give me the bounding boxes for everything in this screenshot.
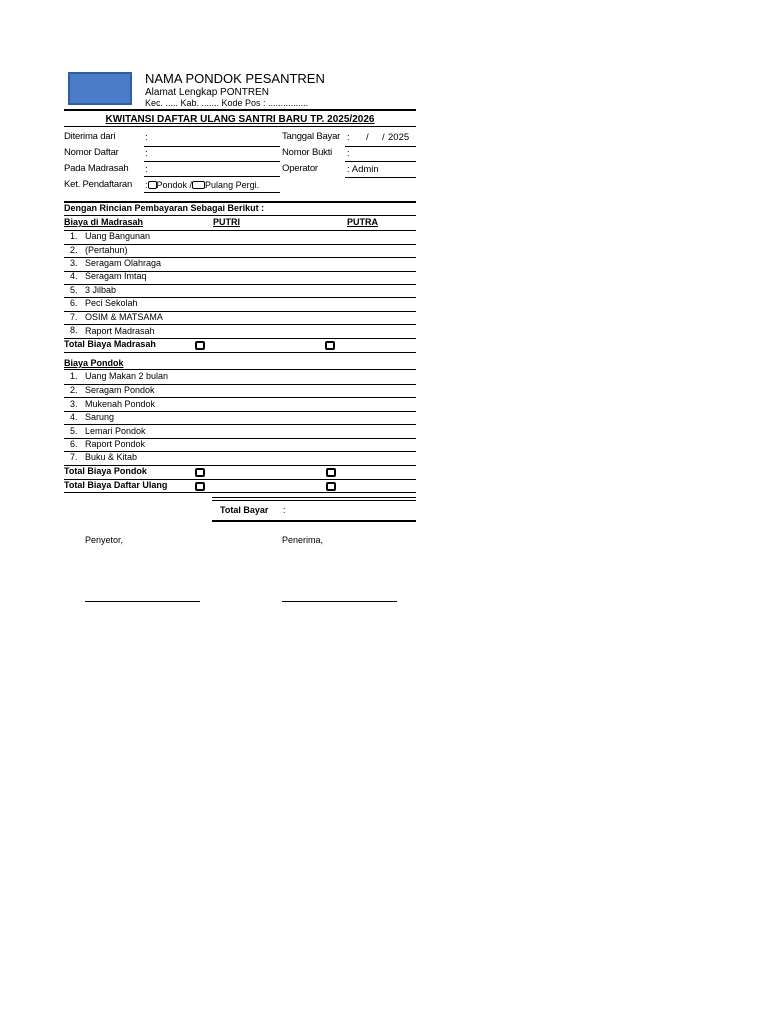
row-number: 5. [70,426,78,436]
penyetor-signature-line[interactable] [85,601,200,602]
receipt-title: KWITANSI DAFTAR ULANG SANTRI BARU TP. 2025/2026 [105,114,375,125]
row-number: 6. [70,298,78,308]
row-item-name: Raport Madrasah [85,326,155,336]
total-pondok-label: Total Biaya Pondok [64,466,147,476]
label-tanggal-bayar: Tanggal Bayar [282,131,341,142]
checkbox-pondok[interactable] [148,181,157,189]
row-item-name: Seragam Imtaq [85,271,147,281]
total-madrasah-label: Total Biaya Madrasah [64,339,156,349]
option-pondok: Pondok / [156,180,193,190]
total-madrasah-putra-box-icon [325,341,335,350]
line-diterima-dari [144,146,280,147]
header-divider [64,109,416,111]
tanggal-year[interactable]: 2025 [388,132,410,143]
total-bayar-colon: : [283,505,286,515]
row-number: 3. [70,399,78,409]
table-row-line [64,411,416,412]
row-item-name: Seragam Pondok [85,385,155,395]
rincian-underline [64,215,416,216]
row-item-name: Buku & Kitab [85,452,138,462]
row-item-name: Sarung [85,412,115,422]
logo-placeholder [68,72,132,105]
org-address: Alamat Lengkap PONTREN [145,87,269,98]
line-ket-pendaftaran [144,192,280,193]
line-nomor-bukti [345,161,416,162]
line-pada-madrasah [144,176,280,177]
col-putra-header: PUTRA [347,217,378,227]
row-number: 6. [70,439,78,449]
value-diterima-dari[interactable]: : [145,132,148,143]
row-item-name: OSIM & MATSAMA [85,312,163,322]
row-item-name: Uang Makan 2 bulan [85,371,169,381]
penyetor-label: Penyetor, [85,535,124,545]
value-pada-madrasah[interactable]: : [145,164,148,175]
value-nomor-daftar[interactable]: : [145,148,148,159]
ket-colon: : [145,180,148,190]
title-divider [64,126,416,127]
row-item-name: 3 Jilbab [85,285,117,295]
row-number: 7. [70,312,78,322]
label-nomor-bukti: Nomor Bukti [282,147,333,158]
row-item-name: Peci Sekolah [85,298,138,308]
pondok-heading: Biaya Pondok [64,358,124,368]
total-bayar-label: Total Bayar [220,505,269,515]
label-diterima-dari: Diterima dari [64,131,116,142]
total-madrasah-putri-box-icon [195,341,205,350]
total-daftar-ulang-label: Total Biaya Daftar Ulang [64,480,168,490]
penerima-label: Penerima, [282,535,324,545]
madrasah-heading: Biaya di Madrasah [64,217,144,227]
row-number: 1. [70,371,78,381]
row-item-name: Uang Bangunan [85,231,151,241]
org-name: NAMA PONDOK PESANTREN [145,71,325,86]
row-number: 4. [70,412,78,422]
value-operator[interactable]: : Admin [347,164,379,175]
row-number: 2. [70,245,78,255]
row-item-name: Lemari Pondok [85,426,146,436]
row-number: 2. [70,385,78,395]
total-bayar-bottom-line [212,520,416,522]
tanggal-sep-1: / [366,132,369,143]
label-ket-pendaftaran: Ket. Pendaftaran [64,179,133,190]
row-item-name: Mukenah Pondok [85,399,156,409]
checkbox-pulang-pergi[interactable] [192,181,205,189]
row-number: 1. [70,231,78,241]
total-bayar-double-line-1 [212,497,416,498]
ket-pendaftaran-options [145,180,259,190]
total-pondok-putra-box-icon [326,468,336,477]
row-number: 7. [70,452,78,462]
tanggal-colon: : [347,132,350,143]
line-operator [345,177,416,178]
line-tanggal-bayar [345,146,416,147]
table-row-line [64,284,416,285]
line-nomor-daftar [144,161,280,162]
total-madrasah-line [64,352,416,353]
row-number: 5. [70,285,78,295]
col-putri-header: PUTRI [213,217,240,227]
label-pada-madrasah: Pada Madrasah [64,163,129,174]
org-kec-line: Kec. ..... Kab. ....... Kode Pos : ................ [145,98,309,108]
row-number: 3. [70,258,78,268]
total-daftar-ulang-putra-box-icon [326,482,336,491]
total-bayar-double-line-2 [212,500,416,501]
pondok-header-line [64,369,416,370]
label-operator: Operator [282,163,318,174]
table-row-line [64,424,416,425]
row-number: 8. [70,325,78,335]
table-row-line [64,397,416,398]
penerima-signature-line[interactable] [282,601,397,602]
total-daftar-ulang-putri-box-icon [195,482,205,491]
label-nomor-daftar: Nomor Daftar [64,147,119,158]
option-pulang-pergi: Pulang Pergi. [205,180,260,190]
row-item-name: Raport Pondok [85,439,146,449]
tanggal-sep-2: / [382,132,385,143]
value-nomor-bukti[interactable]: : [347,148,350,159]
rincian-heading: Dengan Rincian Pembayaran Sebagai Berikut : [64,203,265,213]
row-item-name: Seragam Olahraga [85,258,162,268]
row-number: 4. [70,271,78,281]
total-pondok-putri-box-icon [195,468,205,477]
row-item-name: (Pertahun) [85,245,128,255]
total-daftar-ulang-line [64,492,416,493]
table-row-line [64,324,416,325]
